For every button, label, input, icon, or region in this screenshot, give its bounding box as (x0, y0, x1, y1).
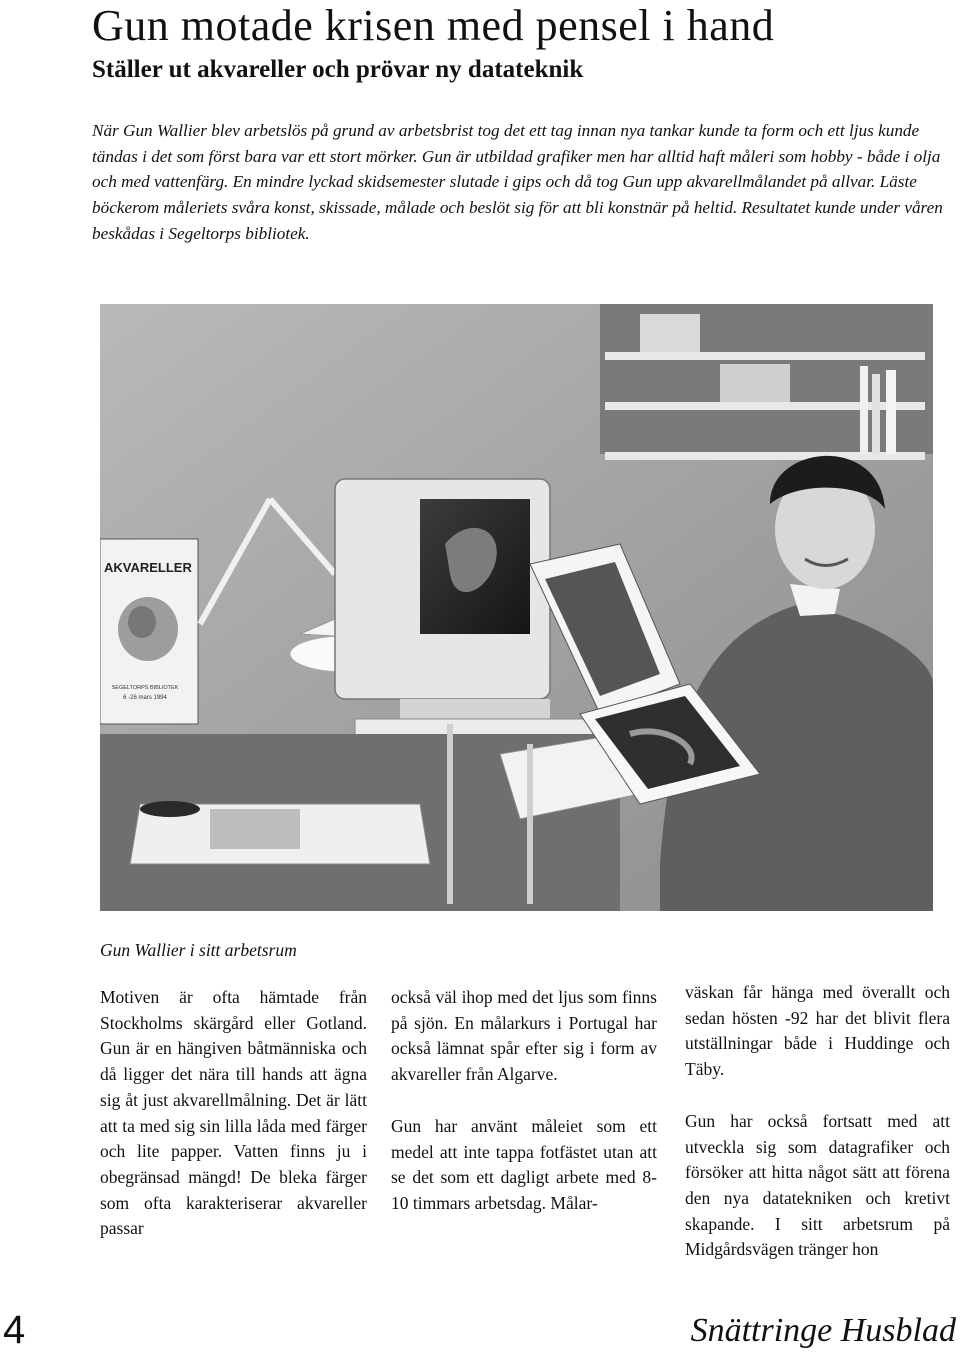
body-paragraph: Motiven är ofta hämtade från Stockholms skärgård eller Gotland. Gun är en hängiven båtmänniska och då ligger det nära till hands att ägna sig åt just akvarellmålning. Det är lätt att ta med sig sin lilla låda med färger och lite papper. Vatten finns ju i obegränsad mängd! De bleka färger som ofta karakteriserar akvareller passar (100, 987, 367, 1239)
body-paragraph: också väl ihop med det ljus som finns på sjön. En målarkurs i Portugal har också lämnat spår efter sig i form av akvareller från Algarve. (391, 987, 657, 1085)
page-number: 4 (3, 1308, 26, 1352)
desk (100, 724, 640, 911)
subheadline: Ställer ut akvareller och prövar ny datateknik (92, 56, 584, 83)
headline: Gun motade krisen med pensel i hand (92, 1, 775, 50)
poster-title: AKVARELLER (104, 560, 192, 575)
article-photo (100, 304, 933, 911)
poster-venue: SEGELTORPS BIBLIOTEK (111, 685, 179, 691)
body-column-1 (100, 985, 367, 1242)
poster (100, 539, 198, 724)
lead-paragraph: När Gun Wallier blev arbetslös på grund av arbetsbrist tog det ett tag innan nya tankar kunde ta form och ett ljus kunde tändas i det som först bara var ett stort mörker. Gun är utbildad grafiker men har alltid haft måleri som hobby - både i olja och med vattenfärg. En mindre lyckad skidsemester slutade i gips och då tog Gun upp akvarellmålandet på allvar. Läste böckerom måleriets svåra konst, skissade, målade och beslöt sig för att bli konstnär på heltid. Resultatet kunde under våren beskådas i Segeltorps bibliotek. (92, 121, 943, 243)
body-column-2 (391, 985, 657, 1217)
body-column-3 (685, 980, 950, 1263)
body-paragraph: Gun har använt måleiet som ett medel att inte tappa fotfästet utan att se det som ett dagligt arbete med 8-10 timmars arbetsdag. Målar- (391, 1115, 657, 1213)
photo-illustration (100, 304, 933, 911)
publication-name: Snättringe Husblad (690, 1312, 956, 1349)
body-paragraph: Gun har också fortsatt med att utveckla sig som datagrafiker och försöker att hitta något sätt att förena den nya datatekniken och kretivt skapande. I sitt arbetsrum på Midgårdsvägen tränger hon (685, 1110, 950, 1260)
photo-caption: Gun Wallier i sitt arbetsrum (100, 940, 297, 960)
body-paragraph: väskan får hänga med överallt och sedan hösten -92 har det blivit flera utställningar både i Huddinge och Täby. (685, 982, 950, 1080)
poster-dates: 6 -26 mars 1994 (123, 695, 167, 701)
bookshelf (600, 304, 933, 460)
